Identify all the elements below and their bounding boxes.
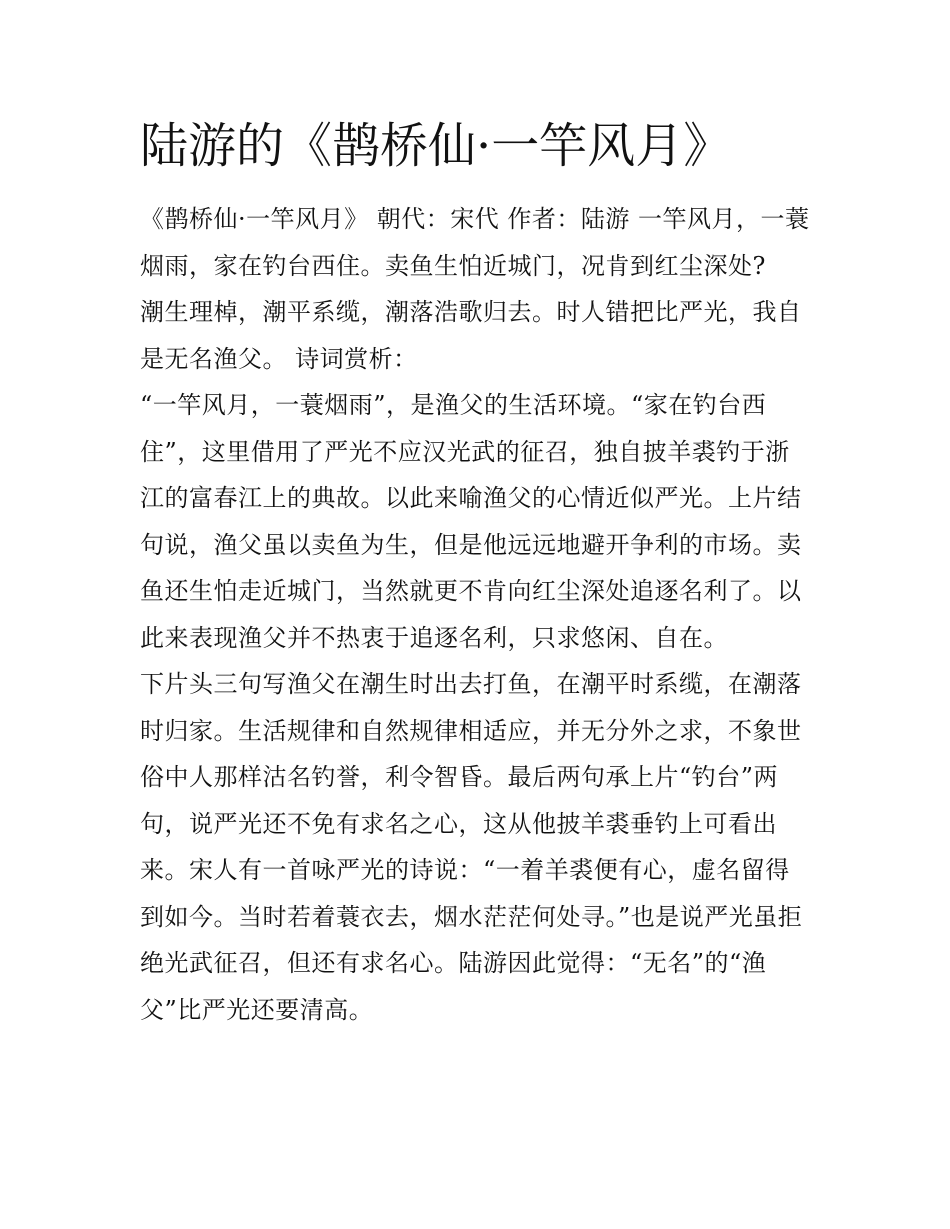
- paragraph-poem-intro: 《鹊桥仙·一竿风月》 朝代：宋代 作者：陆游 一竿风月，一蓑烟雨，家在钓台西住。卖鱼生怕近城门，况肯到红尘深处?: [140, 205, 810, 280]
- paragraph-analysis-second: 下片头三句写渔父在潮生时出去打鱼，在潮平时系缆，在潮落时归家。生活规律和自然规律相适应，并无分外之求，不象世俗中人那样沽名钓誉，利令智昏。最后两句承上片“钓台”两句，说严光还不免有求名之心，这从他披羊裘垂钓上可看出来。宋人有一首咏严光的诗说：“一着羊裘便有心，虚名留得到如今。当时若着蓑衣去，烟水茫茫何处寻。”也是说严光虽拒绝光武征召，但还有求名心。陆游因此觉得：“无名”的“渔父”比严光还要清高。: [140, 670, 803, 1024]
- document-body: [140, 112, 812, 1033]
- document-title: 陆游的《鹊桥仙·一竿风月》: [140, 118, 732, 174]
- paragraph-poem-second-half: 潮生理棹，潮平系缆，潮落浩歌归去。时人错把比严光，我自是无名渔父。 诗词赏析：: [140, 298, 802, 373]
- paragraph-analysis-first: “一竿风月，一蓑烟雨”，是渔父的生活环境。“家在钓台西住”，这里借用了严光不应汉光武的征召，独自披羊裘钓于浙江的富春江上的典故。以此来喻渔父的心情近似严光。上片结句说，渔父虽以卖鱼为生，但是他远远地避开争利的市场。卖鱼还生怕走近城门，当然就更不肯向红尘深处追逐名利了。以此来表现渔父并不热衷于追逐名利，只求悠闲、自在。: [140, 391, 802, 652]
